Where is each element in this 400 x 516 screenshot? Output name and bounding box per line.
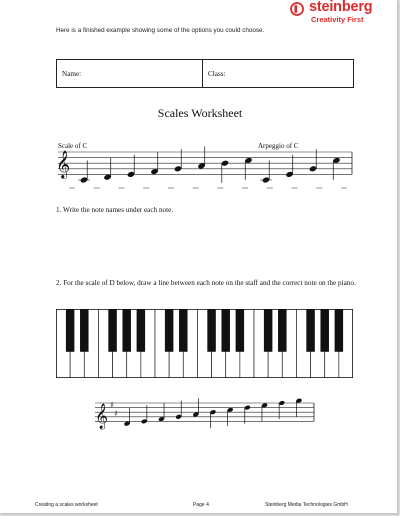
piano-keyboard[interactable] xyxy=(56,309,353,378)
piano-black-key[interactable] xyxy=(278,309,286,352)
note-e xyxy=(141,405,148,424)
note-c xyxy=(260,160,272,183)
note-f-sharp xyxy=(278,400,285,419)
question-2: 2. For the scale of D below, draw a line between each note on the staff and the correct note on the piano. xyxy=(56,279,356,287)
arpeggio-label: Arpeggio of C xyxy=(258,142,299,150)
class-field[interactable] xyxy=(203,60,353,87)
piano-black-key[interactable] xyxy=(122,309,130,352)
note-f xyxy=(150,152,158,175)
sharp-c-icon: ♯ xyxy=(114,409,118,418)
piano-black-key[interactable] xyxy=(236,309,244,352)
staff-lines xyxy=(95,400,314,421)
note-e xyxy=(127,155,135,178)
note-d xyxy=(103,158,111,181)
note-g xyxy=(175,401,182,420)
note-b xyxy=(221,160,229,183)
note-c xyxy=(244,157,252,180)
note-a xyxy=(197,146,205,169)
note-b xyxy=(210,409,217,428)
scale-staff xyxy=(56,138,356,194)
name-field[interactable] xyxy=(57,60,203,87)
piano-black-key[interactable] xyxy=(137,309,145,352)
piano-black-key[interactable] xyxy=(221,309,229,352)
note-g xyxy=(309,149,317,172)
brand-tagline: Creativity First xyxy=(311,15,364,24)
footer-left: Creating a scales worksheet xyxy=(35,502,98,508)
footer-page: Page 4 xyxy=(193,502,209,508)
piano-black-key[interactable] xyxy=(320,309,328,352)
note-e xyxy=(285,155,293,178)
question-1: 1. Write the note names under each note. xyxy=(56,206,174,214)
brand-name: steinberg xyxy=(309,0,373,15)
brand xyxy=(290,1,394,25)
intro-text: Here is a finished example showing some of the options you could choose. xyxy=(56,27,265,34)
name-label: Name: xyxy=(62,70,82,78)
piano-black-key[interactable] xyxy=(66,309,74,352)
class-label: Class: xyxy=(208,70,226,78)
piano-black-key[interactable] xyxy=(306,309,314,352)
staff-notes xyxy=(124,398,303,428)
name-class-box xyxy=(56,59,354,88)
worksheet-title: Scales Worksheet xyxy=(157,106,243,120)
piano-black-key[interactable] xyxy=(80,309,88,352)
note-g xyxy=(174,149,182,172)
treble-clef-icon: 𝄞 xyxy=(56,150,71,178)
footer-right: Steinberg Media Technologies GmbH xyxy=(265,502,348,508)
note-d xyxy=(244,405,251,424)
piano-black-key[interactable] xyxy=(207,309,215,352)
piano-black-key[interactable] xyxy=(165,309,173,352)
piano-black-key[interactable] xyxy=(179,309,187,352)
sharp-f-icon: ♯ xyxy=(110,400,114,410)
treble-clef-icon: 𝄞 xyxy=(95,404,109,429)
piano-black-key[interactable] xyxy=(335,309,343,352)
steinberg-logo-icon xyxy=(290,2,304,16)
note-c xyxy=(332,157,340,180)
scale-label: Scale of C xyxy=(58,142,88,150)
d-scale-staff xyxy=(90,393,320,433)
piano-black-key[interactable] xyxy=(264,309,272,352)
piano-black-key[interactable] xyxy=(108,309,116,352)
note-c xyxy=(78,160,90,183)
